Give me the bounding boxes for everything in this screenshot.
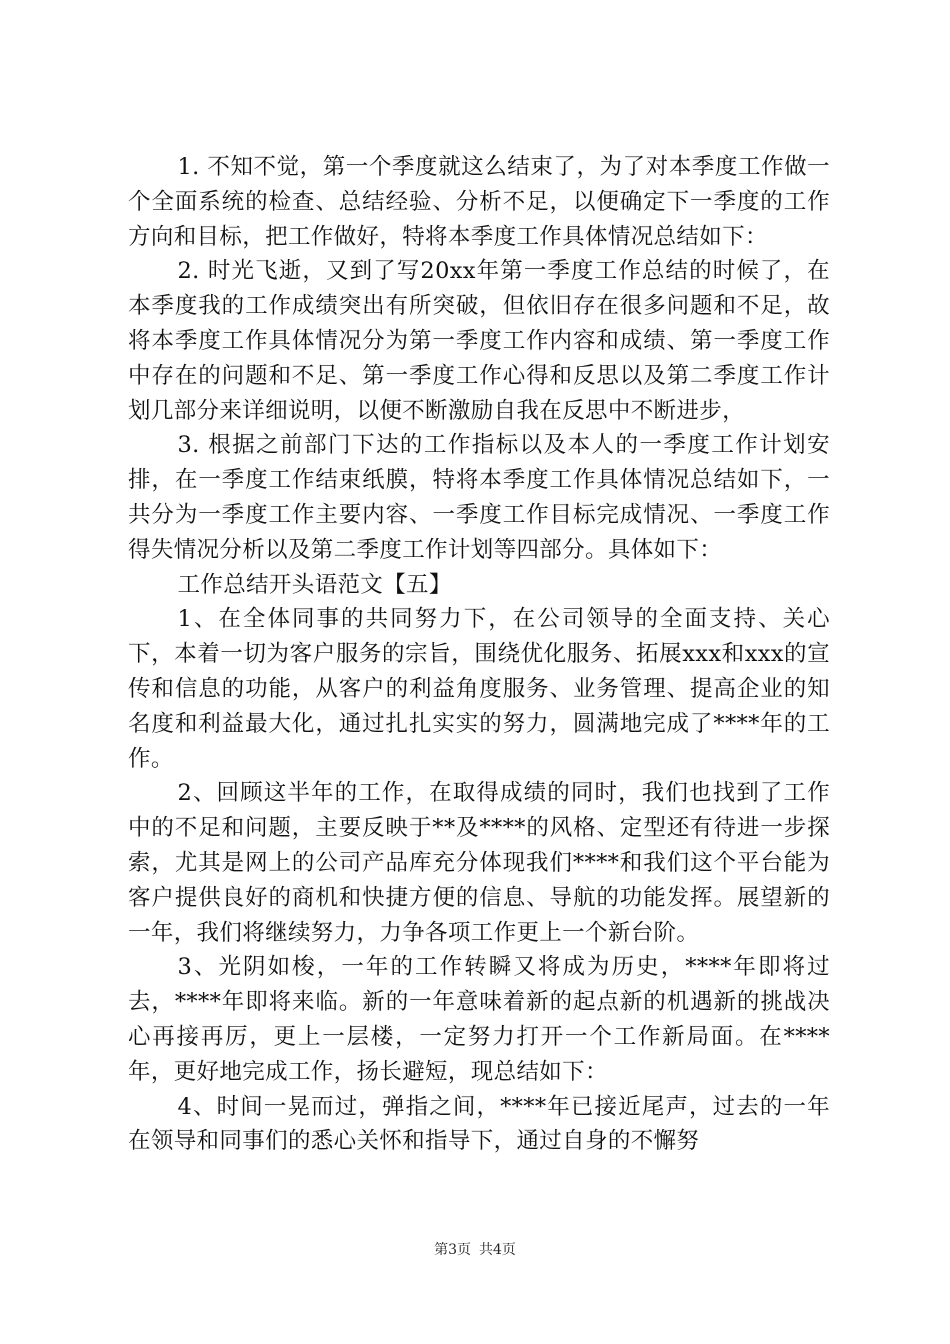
paragraph-4: 1、在全体同事的共同努力下，在公司领导的全面支持、关心下，本着一切为客户服务的宗旨，围绕优化服务、拓展xxx和xxx的宣传和信息的功能，从客户的利益角度服务、业务管理、提高企业的知名度和利益最大化，通过扎扎实实的努力，圆满地完成了****年的工作。 <box>128 606 830 772</box>
paragraph-1: 1. 不知不觉，第一个季度就这么结束了，为了对本季度工作做一个全面系统的检查、总结经验、分析不足，以便确定下一季度的工作方向和目标，把工作做好，特将本季度工作具体情况总结如下： <box>128 154 830 250</box>
paragraph-5: 2、回顾这半年的工作，在取得成绩的同时，我们也找到了工作中的不足和问题，主要反映于**及****的风格、定型还有待进一步探索，尤其是网上的公司产品库充分体现我们****和我们这个平台能为客户提供良好的商机和快捷方便的信息、导航的功能发挥。展望新的一年，我们将继续努力，力争各项工作更上一个新台阶。 <box>128 780 830 946</box>
paragraph-7: 4、时间一晃而过，弹指之间，****年已接近尾声，过去的一年在领导和同事们的悉心关怀和指导下，通过自身的不懈努 <box>128 1093 830 1155</box>
page-total: 共4页 <box>479 1242 516 1258</box>
page-footer <box>0 1240 950 1260</box>
section-heading: 工作总结开头语范文【五】 <box>177 571 452 598</box>
paragraph-2: 2. 时光飞逝，又到了写20xx年第一季度工作总结的时候了，在本季度我的工作成绩突出有所突破，但依旧存在很多问题和不足，故将本季度工作具体情况分为第一季度工作内容和成绩、第一季度工作中存在的问题和不足、第一季度工作心得和反思以及第二季度工作计划几部分来详细说明，以便不断激励自我在反思中不断进步， <box>128 258 830 424</box>
paragraph-3: 3. 根据之前部门下达的工作指标以及本人的一季度工作计划安排，在一季度工作结束纸膜，特将本季度工作具体情况总结如下，一共分为一季度工作主要内容、一季度工作目标完成情况、一季度工作得失情况分析以及第二季度工作计划等四部分。具体如下： <box>128 432 830 563</box>
paragraph-6: 3、光阴如梭，一年的工作转瞬又将成为历史，****年即将过去，****年即将来临。新的一年意味着新的起点新的机遇新的挑战决心再接再厉，更上一层楼，一定努力打开一个工作新局面。在****年，更好地完成工作，扬长避短，现总结如下： <box>128 954 830 1085</box>
page-number: 第3页 <box>434 1242 471 1258</box>
document-body <box>128 150 830 1159</box>
